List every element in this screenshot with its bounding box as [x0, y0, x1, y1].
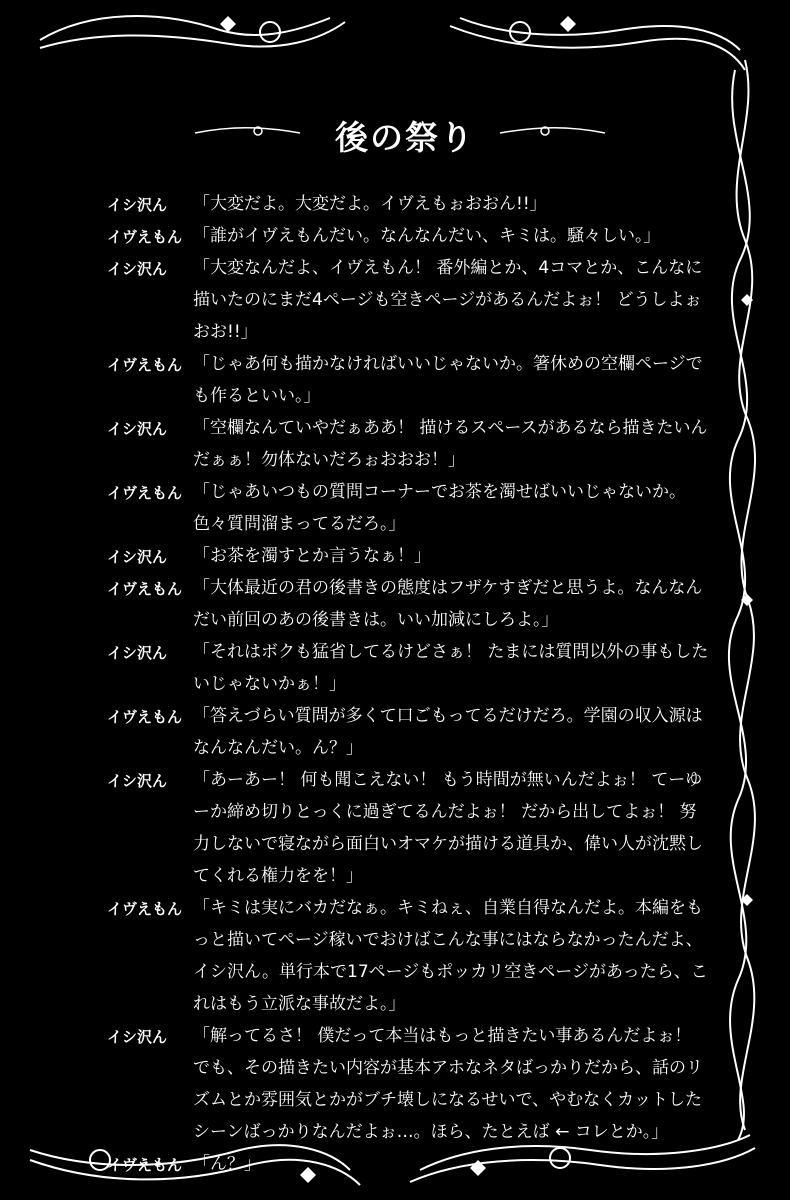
speaker-name: イヴえもん	[107, 900, 183, 918]
speaker-name: イヴえもん	[107, 356, 183, 374]
speaker-name: イシ沢ん	[107, 772, 168, 790]
speaker-name: イシ沢ん	[107, 196, 168, 214]
speaker-name: イヴえもん	[107, 1156, 183, 1174]
dialogue-line	[107, 252, 727, 348]
dialogue-line	[107, 892, 727, 1020]
dialogue-line	[107, 348, 727, 412]
dialogue-list	[107, 188, 727, 1180]
dialogue-text: 「お茶を濁すとか言うなぁ！」	[193, 546, 431, 566]
dialogue-line	[107, 1148, 727, 1180]
page-title: 後の祭り	[335, 118, 475, 157]
speaker-name: イヴえもん	[107, 484, 183, 502]
dialogue-line	[107, 636, 727, 700]
dialogue-line	[107, 764, 727, 892]
dialogue-line	[107, 476, 727, 540]
dialogue-line	[107, 412, 727, 476]
dialogue-text: 「大変なんだよ、イヴえもん！ 番外編とか、4コマとか、こんなに描いたのにまだ4ページも空きページがあるんだよぉ！ どうしよぉおお!!」	[193, 258, 703, 342]
title-area	[0, 108, 790, 158]
dialogue-text: 「空欄なんていやだぁああ！ 描けるスペースがあるなら描きたいんだぁぁ！勿体ないだろぉおおお！」	[193, 418, 708, 470]
dialogue-text: 「あーあー！ 何も聞こえない！ もう時間が無いんだよぉ！ てーゆーか締め切りとっくに過ぎてるんだよぉ！ だから出してよぉ！ 努力しないで寝ながら面白いオマケが描ける道具か、偉い人が沈黙してくれる権力をを！」	[193, 770, 703, 886]
speaker-name: イヴえもん	[107, 708, 183, 726]
dialogue-text: 「ん？」	[193, 1154, 261, 1174]
speaker-name: イシ沢ん	[107, 548, 168, 566]
dialogue-text: 「キミは実にバカだなぁ。キミねぇ、自業自得なんだよ。本編をもっと描いてページ稼いでおけばこんな事にはならなかったんだよ、イシ沢ん。単行本で17ページもポッカリ空きページがあったら、これはもう立派な事故だよ。」	[193, 898, 708, 1014]
dialogue-line	[107, 1020, 727, 1148]
dialogue-text: 「答えづらい質問が多くて口ごもってるだけだろ。学園の収入源はなんなんだい。ん？」	[193, 706, 703, 758]
speaker-name: イヴえもん	[107, 580, 183, 598]
dialogue-text: 「じゃあ何も描かなければいいじゃないか。箸休めの空欄ページでも作るといい。」	[193, 354, 703, 406]
dialogue-text: 「大体最近の君の後書きの態度はフザケすぎだと思うよ。なんなんだい前回のあの後書きは。いい加減にしろよ。」	[193, 578, 703, 630]
dialogue-line	[107, 188, 727, 220]
speaker-name: イヴえもん	[107, 228, 183, 246]
dialogue-text: 「じゃあいつもの質問コーナーでお茶を濁せばいいじゃないか。色々質問溜まってるだろ。」	[193, 482, 686, 534]
speaker-name: イシ沢ん	[107, 420, 168, 438]
dialogue-text: 「大変だよ。大変だよ。イヴえもぉおおん!!」	[193, 194, 547, 214]
dialogue-text: 「解ってるさ！ 僕だって本当はもっと描きたい事あるんだよぉ！ でも、その描きたい内容が基本アホなネタばっかりだから、話のリズムとか雰囲気とかがブチ壊しになるせいで、やむなくカットしたシーンばっかりなんだよぉ…。ほら、たとえば ← コレとか。」	[193, 1026, 703, 1142]
dialogue-line	[107, 540, 727, 572]
dialogue-line	[107, 220, 727, 252]
dialogue-text: 「それはボクも猛省してるけどさぁ！ たまには質問以外の事もしたいじゃないかぁ！」	[193, 642, 709, 694]
dialogue-line	[107, 572, 727, 636]
speaker-name: イシ沢ん	[107, 1028, 168, 1046]
dialogue-line	[107, 700, 727, 764]
dialogue-text: 「誰がイヴえもんだい。なんなんだい、キミは。騒々しい。」	[193, 226, 661, 246]
speaker-name: イシ沢ん	[107, 260, 168, 278]
speaker-name: イシ沢ん	[107, 644, 168, 662]
